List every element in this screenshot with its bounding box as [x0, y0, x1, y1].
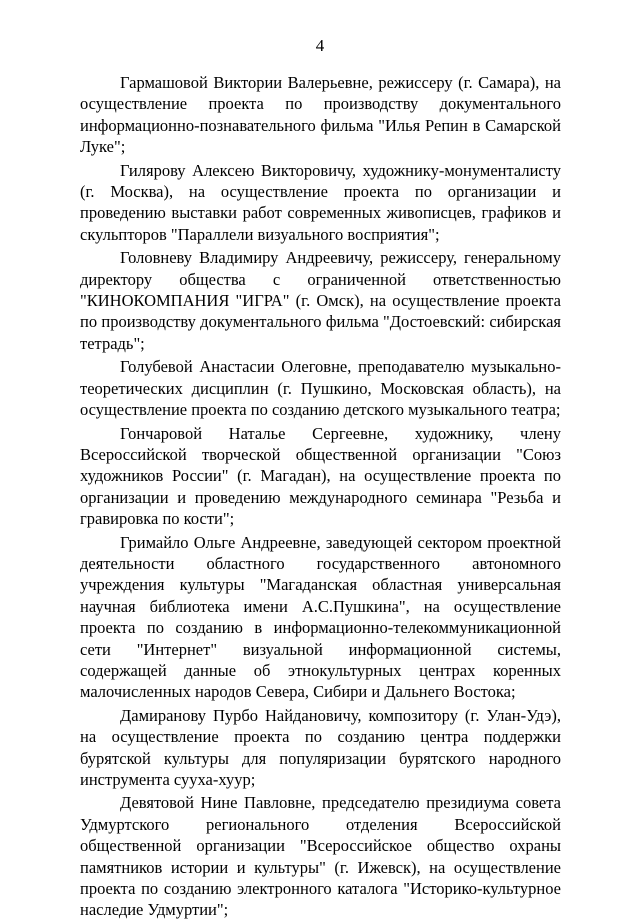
document-body — [80, 72, 561, 921]
paragraph-grimaylo: Гримайло Ольге Андреевне, заведующей сектором проектной деятельности областного государственного автономного учреждения культуры "Магаданская областная универсальная научная библиотека имени А.С.Пушкина", на осуществление проекта по созданию в информационно-телекоммуникационной сети "Интернет" визуальной информационной системы, содержащей данные об этнокультурных центрах коренных малочисленных народов Севера, Сибири и Дальнего Востока; — [80, 532, 561, 702]
page-number: 4 — [315, 36, 325, 55]
paragraph-golovnev: Головневу Владимиру Андреевичу, режиссеру, генеральному директору общества с ограниченной ответственностью "КИНОКОМПАНИЯ "ИГРА" (г. Омск), на осуществление проекта по производству документального фильма "Достоевский: сибирская тетрадь"; — [80, 248, 561, 353]
paragraph-gilyarov: Гилярову Алексею Викторовичу, художнику-монументалисту (г. Москва), на осуществление проекта по организации и проведению выставки работ современных живописцев, графиков и скульпторов "Параллели визуального восприятия"; — [80, 160, 561, 244]
paragraph-garmashova: Гармашовой Виктории Валерьевне, режиссеру (г. Самара), на осуществление проекта по производству документального информационно-познавательного фильма "Илья Репин в Самарской Луке"; — [80, 73, 561, 157]
paragraph-goncharova: Гончаровой Наталье Сергеевне, художнику, члену Всероссийской творческой общественной организации "Союз художников России" (г. Магадан), на осуществление проекта по организации и проведению международного семинара "Резьба и гравировка по кости"; — [80, 423, 561, 529]
paragraph-golubeva: Голубевой Анастасии Олеговне, преподавателю музыкально-теоретических дисциплин (г. Пушкино, Московская область), на осуществление проекта по созданию детского музыкального театра; — [80, 357, 561, 420]
paragraph-devyatova: Девятовой Нине Павловне, председателю президиума совета Удмуртского регионального отделения Всероссийской общественной организации "Всероссийское общество охраны памятников истории и культуры" (г. Ижевск), на осуществление проекта по созданию электронного каталога "Историко-культурное наследие Удмуртии"; — [80, 793, 561, 920]
paragraph-damiranov: Дамиранову Пурбо Найдановичу, композитору (г. Улан-Удэ), на осуществление проекта по созданию центра поддержки бурятской культуры для популяризации бурятского народного инструмента сууха-хуур; — [80, 705, 561, 789]
